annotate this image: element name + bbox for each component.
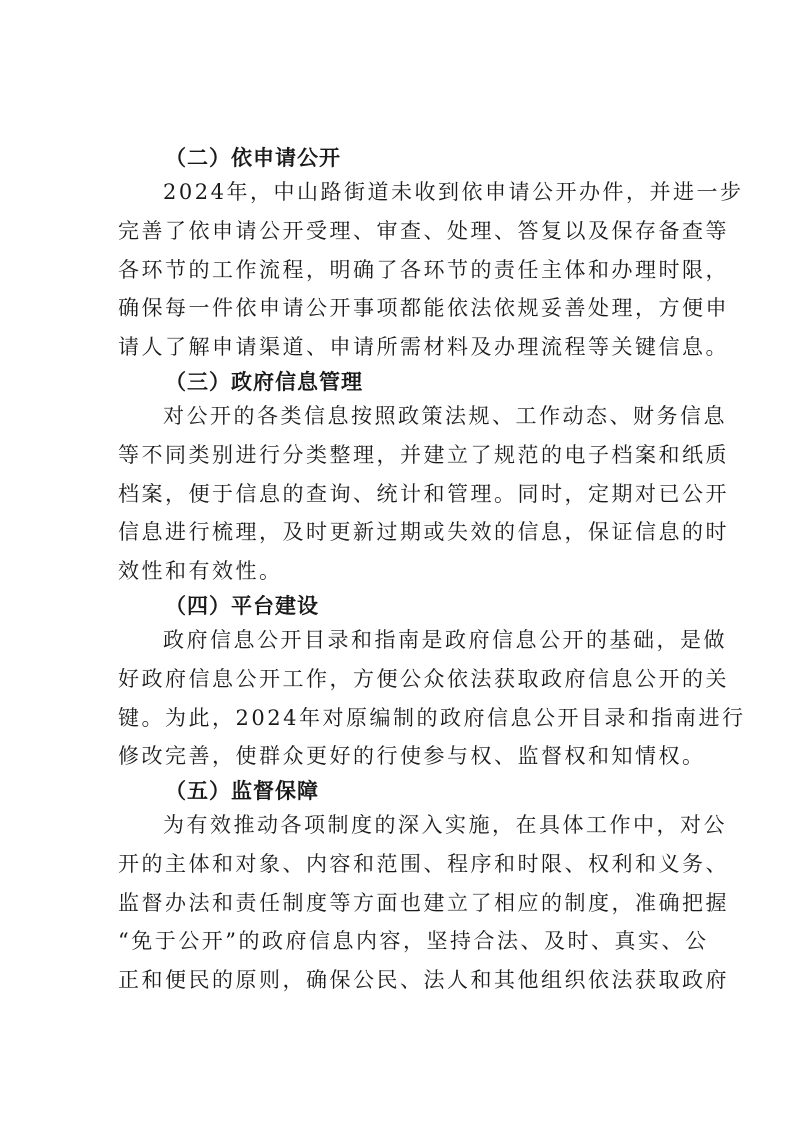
paragraph-line: 为有效推动各项制度的深入实施，在具体工作中，对公	[163, 813, 727, 837]
paragraph-line: 档案，便于信息的查询、统计和管理。同时，定期对已公开	[118, 482, 729, 506]
section-heading: （五）监督保障	[165, 779, 319, 803]
paragraph-line: 监督办法和责任制度等方面也建立了相应的制度，准确把握	[118, 891, 729, 915]
paragraph-line: 对公开的各类信息按照政策法规、工作动态、财务信息	[163, 404, 727, 428]
paragraph-line: 修改完善，使群众更好的行使参与权、监督权和知情权。	[118, 744, 706, 768]
paragraph-line: 完善了依申请公开受理、审查、处理、答复以及保存备查等	[118, 219, 729, 243]
section-heading: （四）平台建设	[165, 594, 319, 618]
paragraph-line: 开的主体和对象、内容和范围、程序和时限、权利和义务、	[118, 852, 729, 876]
paragraph-line: 效性和有效性。	[118, 559, 283, 583]
paragraph-line: 确保每一件依申请公开事项都能依法依规妥善处理，方便申	[118, 296, 729, 320]
paragraph-line: 2024年，中山路街道未收到依申请公开办件，并进一步	[163, 180, 744, 204]
paragraph-line: 请人了解申请渠道、申请所需材料及办理流程等关键信息。	[118, 335, 729, 359]
paragraph-line: 信息进行梳理，及时更新过期或失效的信息，保证信息的时	[118, 520, 729, 544]
section-heading: （二）依申请公开	[165, 146, 341, 170]
paragraph-line: 政府信息公开目录和指南是政府信息公开的基础，是做	[163, 628, 727, 652]
paragraph-line: 等不同类别进行分类整理，并建立了规范的电子档案和纸质	[118, 443, 729, 467]
paragraph-line: 各环节的工作流程，明确了各环节的责任主体和办理时限，	[118, 258, 729, 282]
paragraph-line: “免于公开”的政府信息内容，坚持合法、及时、真实、公	[118, 929, 709, 953]
paragraph-line: 键。为此，2024年对原编制的政府信息公开目录和指南进行	[118, 706, 746, 730]
section-heading: （三）政府信息管理	[165, 370, 363, 394]
paragraph-line: 正和便民的原则，确保公民、法人和其他组织依法获取政府	[118, 968, 729, 992]
paragraph-line: 好政府信息公开工作，方便公众依法获取政府信息公开的关	[118, 667, 729, 691]
